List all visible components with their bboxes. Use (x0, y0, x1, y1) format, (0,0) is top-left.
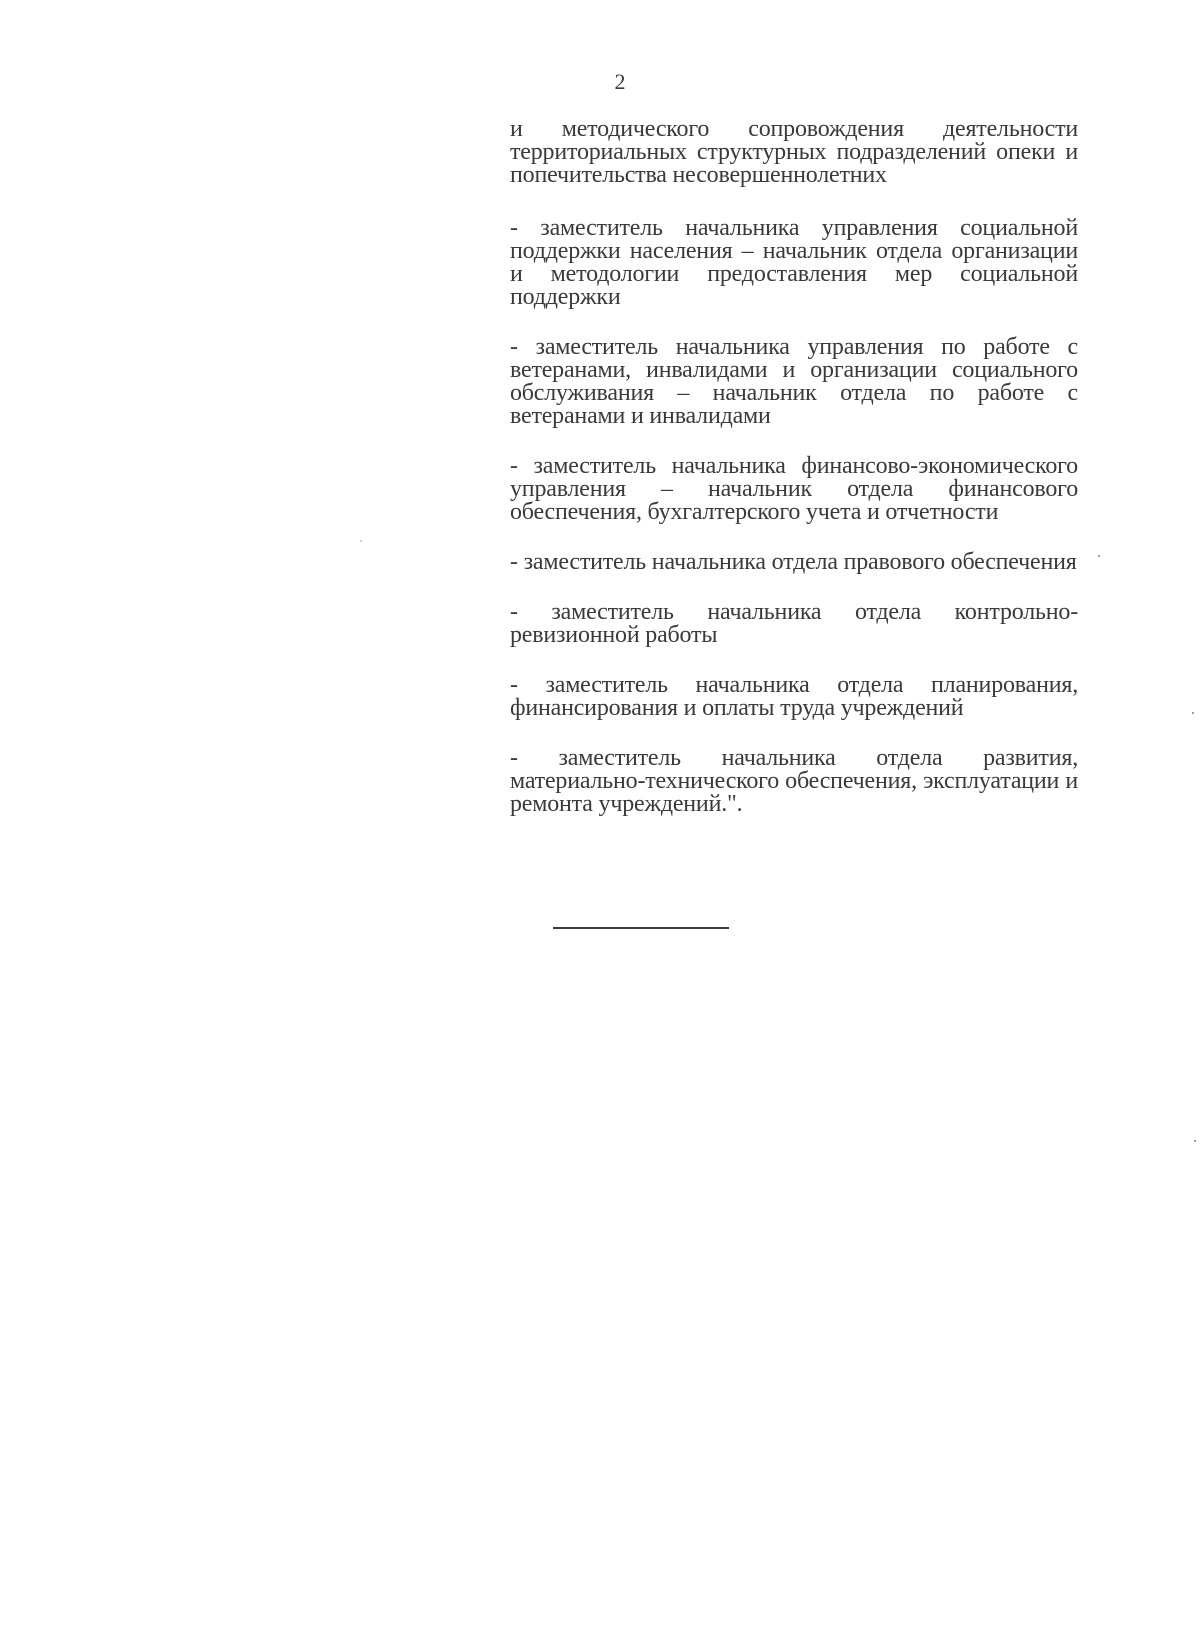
document-body (510, 118, 1078, 843)
paragraph-planning-deputy: - заместитель начальника отдела планирования, финансирования и оплаты труда учреждений (510, 672, 1078, 721)
end-of-document-rule (553, 927, 729, 929)
paragraph-finance-deputy: - заместитель начальника финансово-экономического управления – начальник отдела финансового обеспечения, бухгалтерского учета и отчетности (510, 453, 1078, 525)
paragraph-development-deputy: - заместитель начальника отдела развития, материально-технического обеспечения, эксплуатации и ремонта учреждений.". (510, 745, 1078, 817)
paragraph-veterans-deputy: - заместитель начальника управления по работе с ветеранами, инвалидами и организации социального обслуживания – начальник отдела по работе с ветеранами и инвалидами (510, 334, 1078, 429)
paragraph-legal-deputy: - заместитель начальника отдела правового обеспечения (510, 549, 1077, 575)
page-number: 2 (614, 69, 626, 94)
scan-speck (1194, 1140, 1196, 1142)
scan-speck (360, 540, 362, 542)
paragraph-social-support-deputy: - заместитель начальника управления социальной поддержки населения – начальник отдела организации и методологии предоставления мер социальной поддержки (510, 215, 1078, 310)
paragraph-methodical-support: и методического сопровождения деятельности территориальных структурных подразделений опеки и попечительства несовершеннолетних (510, 116, 1078, 188)
scan-speck (1192, 712, 1194, 714)
paragraph-audit-deputy: - заместитель начальника отдела контрольно-ревизионной работы (510, 599, 1078, 648)
scan-speck (1098, 555, 1100, 557)
